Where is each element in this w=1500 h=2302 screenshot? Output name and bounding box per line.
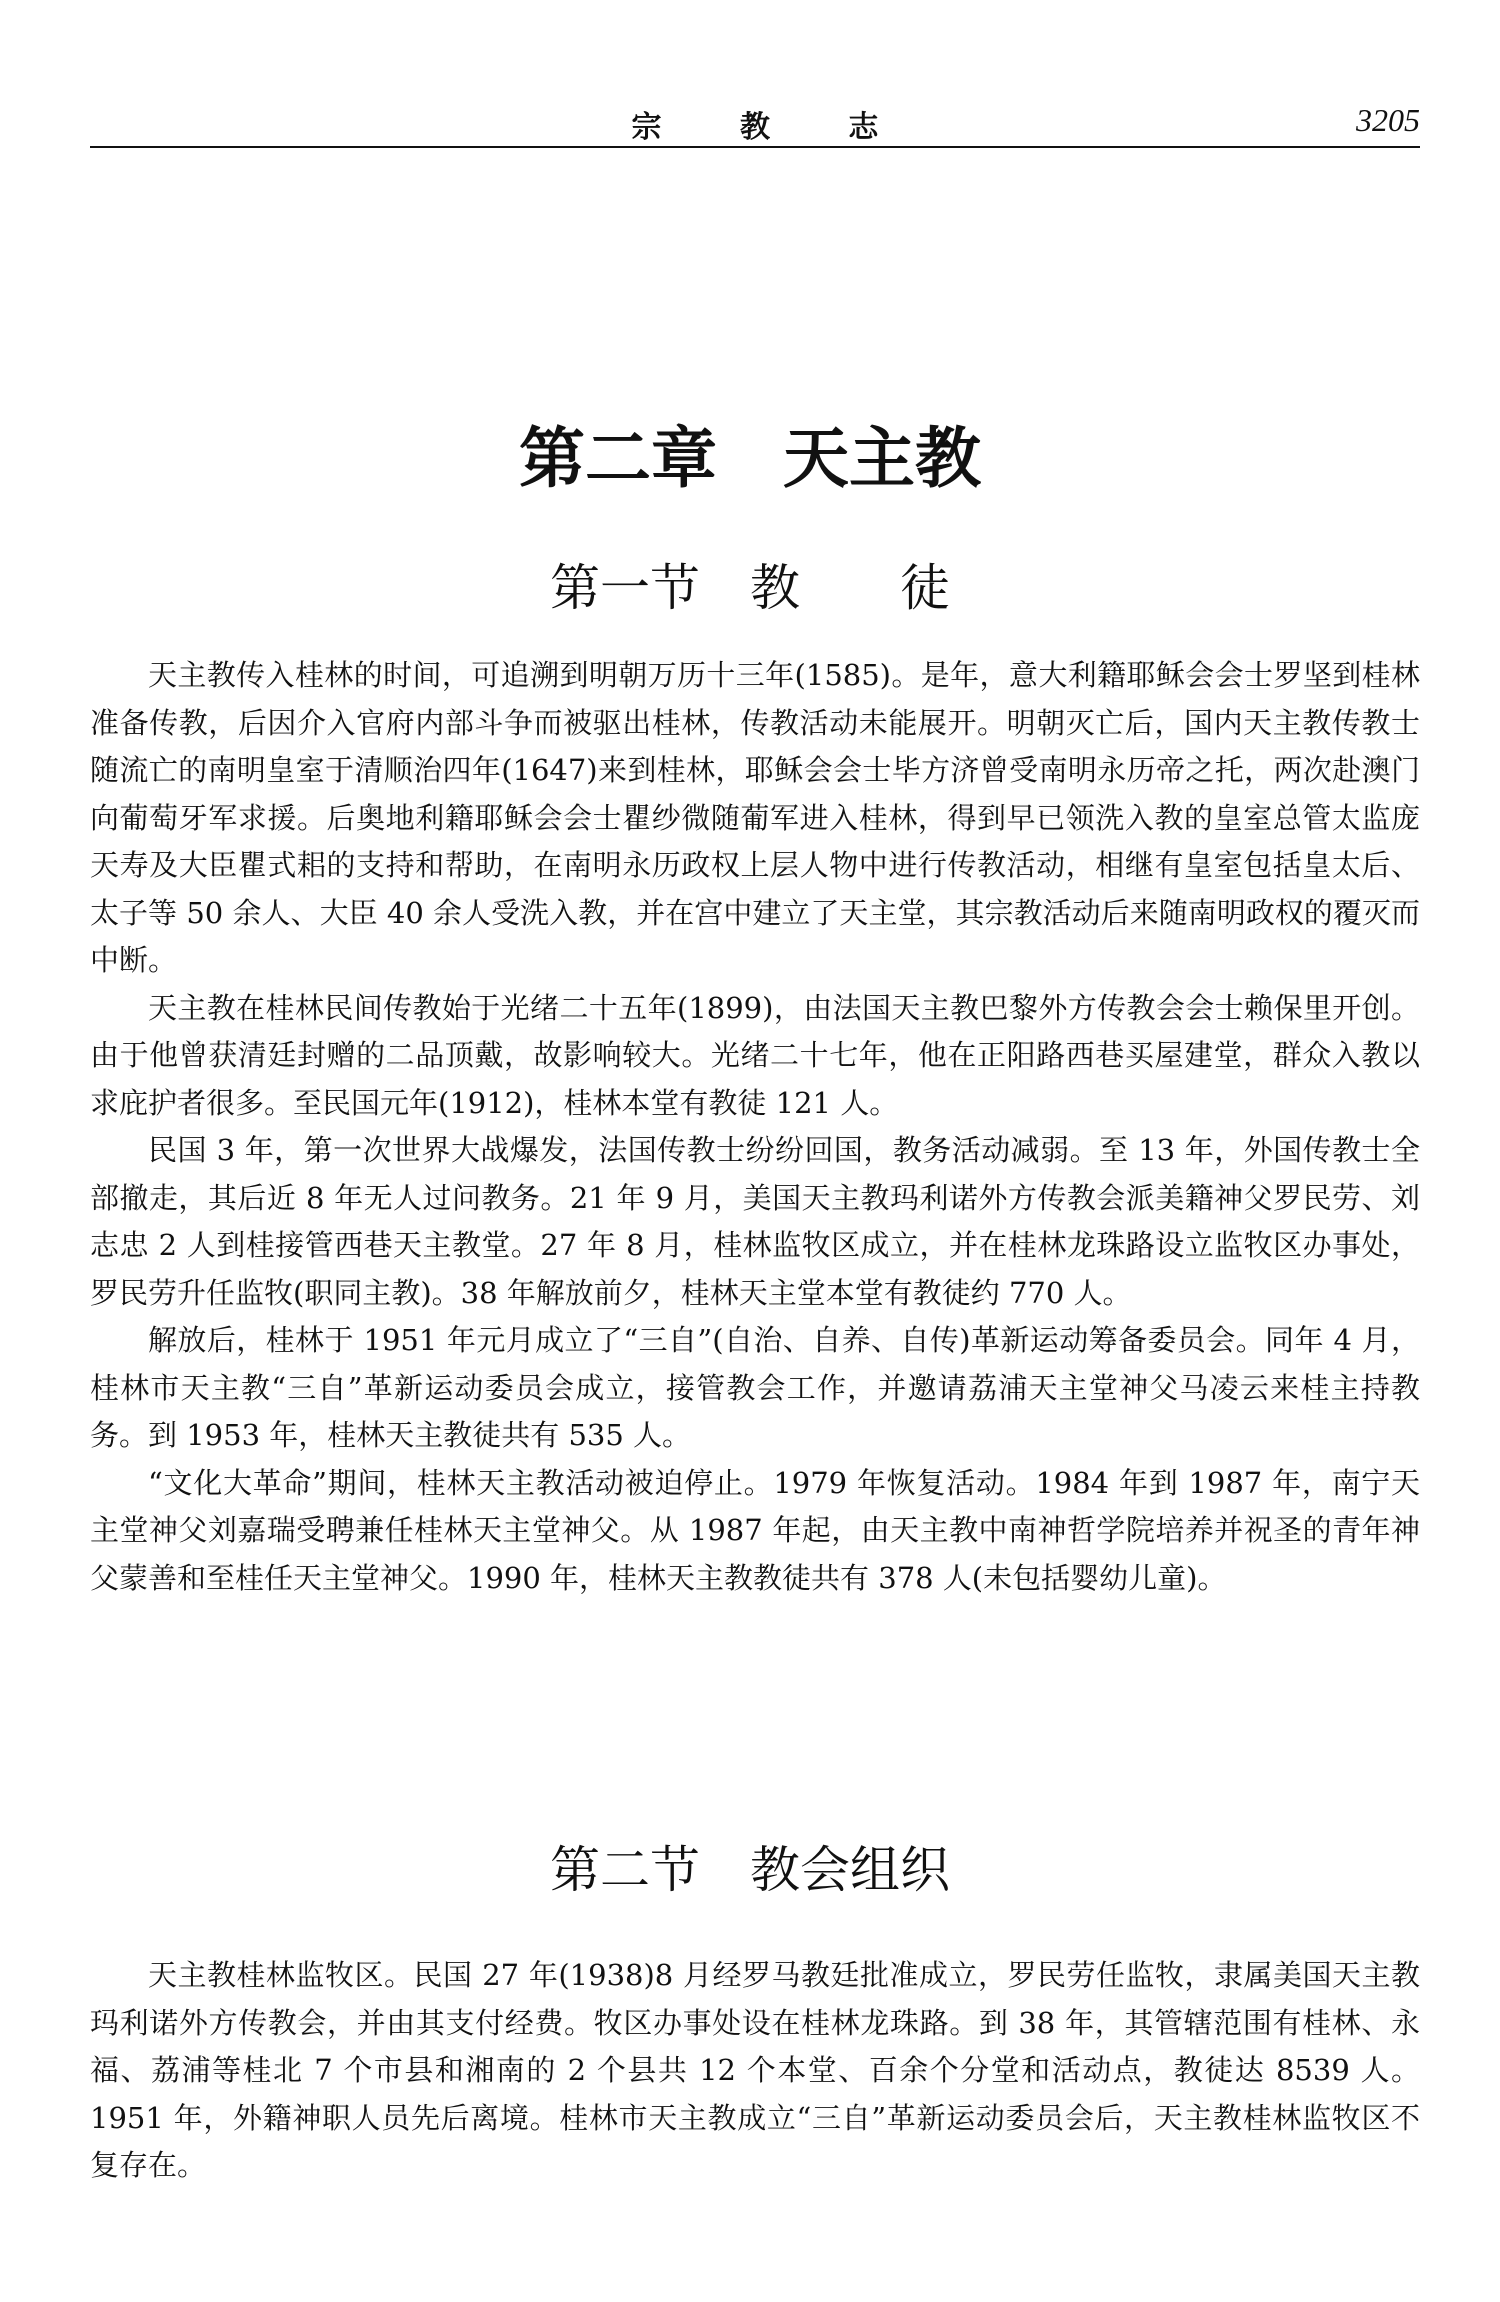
running-header: [90, 98, 1420, 148]
page-number: 3205: [1356, 102, 1420, 138]
section-1-body: [90, 652, 1420, 1602]
paragraph: 天主教桂林监牧区。民国 27 年(1938)8 月经罗马教廷批准成立，罗民劳任监牧，隶属美国天主教玛利诺外方传教会，并由其支付经费。牧区办事处设在桂林龙珠路。到 38 年，其管辖范围有桂林、永福、荔浦等桂北 7 个市县和湘南的 2 个县共 12 个本堂、百余个分堂和活动点，教徒达 8539 人。1951 年，外籍神职人员先后离境。桂林市天主教成立“三自”革新运动委员会后，天主教桂林监牧区不复存在。: [90, 1958, 1420, 2182]
section-2-body: [90, 1952, 1420, 2190]
section-title-2: 第二节 教会组织: [550, 1841, 950, 1899]
section-title-1: 第一节 教 徒: [550, 559, 950, 617]
paragraph: 天主教在桂林民间传教始于光绪二十五年(1899)，由法国天主教巴黎外方传教会会士赖保里开创。由于他曾获清廷封赠的二品顶戴，故影响较大。光绪二十七年，他在正阳路西巷买屋建堂，群众入教以求庇护者很多。至民国元年(1912)，桂林本堂有教徒 121 人。: [90, 990, 1420, 1120]
paragraph: 解放后，桂林于 1951 年元月成立了“三自”(自治、自养、自传)革新运动筹备委员会。同年 4 月，桂林市天主教“三自”革新运动委员会成立，接管教会工作，并邀请荔浦天主堂神父马凌云来桂主持教务。到 1953 年，桂林天主教徒共有 535 人。: [90, 1323, 1420, 1452]
chapter-title: 第二章 天主教: [519, 420, 981, 497]
paragraph: “文化大革命”期间，桂林天主教活动被迫停止。1979 年恢复活动。1984 年到 1987 年，南宁天主堂神父刘嘉瑞受聘兼任桂林天主堂神父。从 1987 年起，由天主教中南神哲学院培养并祝圣的青年神父蒙善和至桂任天主堂神父。1990 年，桂林天主教教徒共有 378 人(未包括婴幼儿童)。: [90, 1465, 1420, 1595]
paragraph: 民国 3 年，第一次世界大战爆发，法国传教士纷纷回国，教务活动减弱。至 13 年，外国传教士全部撤走，其后近 8 年无人过问教务。21 年 9 月，美国天主教玛利诺外方传教会派美籍神父罗民劳、刘志忠 2 人到桂接管西巷天主教堂。27 年 8 月，桂林监牧区成立，并在桂林龙珠路设立监牧区办事处，罗民劳升任监牧(职同主教)。38 年解放前夕，桂林天主堂本堂有教徒约 770 人。: [90, 1133, 1420, 1310]
paragraph: 天主教传入桂林的时间，可追溯到明朝万历十三年(1585)。是年，意大利籍耶稣会会士罗坚到桂林准备传教，后因介入官府内部斗争而被驱出桂林，传教活动未能展开。明朝灭亡后，国内天主教传教士随流亡的南明皇室于清顺治四年(1647)来到桂林，耶稣会会士毕方济曾受南明永历帝之托，两次赴澳门向葡萄牙军求援。后奥地利籍耶稣会会士瞿纱微随葡军进入桂林，得到早已领洗入教的皇室总管太监庞天寿及大臣瞿式耜的支持和帮助，在南明永历政权上层人物中进行传教活动，相继有皇室包括皇太后、太子等 50 余人、大臣 40 余人受洗入教，并在宫中建立了天主堂，其宗教活动后来随南明政权的覆灭而中断。: [90, 658, 1420, 977]
running-title: 宗 教 志: [631, 110, 913, 145]
